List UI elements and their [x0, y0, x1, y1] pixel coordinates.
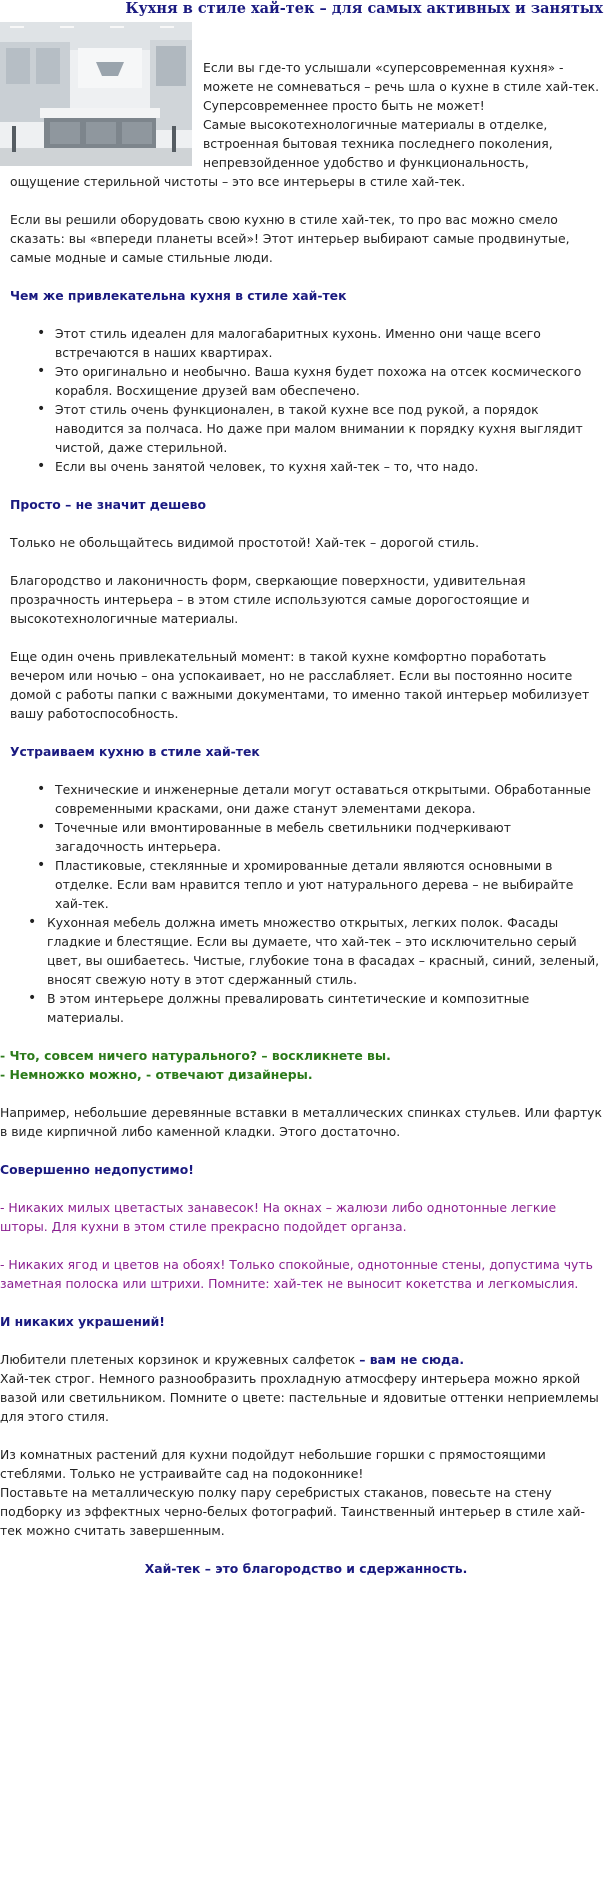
paragraph: Хай-тек строг. Немного разнообразить прохладную атмосферу интерьера можно яркой вазой или светильником. Помните о цвете: пастельные и ядовитые оттенки неприемлемы для этого стиля. [0, 1371, 599, 1424]
list-item: • Если вы очень занятой человек, то кухня хай-тек – то, что надо. [10, 457, 602, 476]
paragraph: Из комнатных растений для кухни подойдут небольшие горшки с прямостоящими стеблями. Только не устраивайте сад на подоконнике! [0, 1447, 546, 1481]
section-heading: Устраиваем кухню в стиле хай-тек [10, 744, 260, 759]
section-heading: Чем же привлекательна кухня в стиле хай-тек [10, 288, 347, 303]
intro-line: непревзойденное удобство и функциональность, [203, 155, 529, 170]
section-heading: Просто – не значит дешево [10, 497, 207, 512]
list-item: • Точечные или вмонтированные в мебель светильники подчеркивают загадочность интерьера. [10, 818, 602, 856]
article-title: Кухня в стиле хай-тек – для самых активных и занятых [125, 0, 603, 17]
bullet-list [10, 324, 602, 476]
intro-line: Самые высокотехнологичные материалы в отделке, [203, 117, 548, 132]
text-span: Любители плетеных корзинок и кружевных салфеток [0, 1352, 360, 1367]
bullet-list [10, 780, 602, 913]
paragraph [0, 1350, 602, 1369]
bullet-list [10, 913, 602, 1027]
list-item: • Это оригинально и необычно. Ваша кухня будет похожа на отсек космического корабля. Восхищение друзей вам обеспечено. [10, 362, 602, 400]
intro-block [10, 58, 600, 191]
paragraph: - Никаких ягод и цветов на обоях! Только спокойные, однотонные стены, допустима чуть заметная полоска или штрихи. Помните: хай-тек не выносит кокетства и легкомыслия. [0, 1257, 593, 1291]
list-item: • Пластиковые, стеклянные и хромированные детали являются основными в отделке. Если вам нравится тепло и уют натурального дерева – не выбирайте хай-тек. [10, 856, 602, 913]
article-body [0, 210, 602, 1578]
intro-line: Если вы где-то услышали «суперсовременная кухня» - [203, 60, 564, 75]
paragraph: Например, небольшие деревянные вставки в металлических спинках стульев. Или фартук в виде кирпичной либо каменной кладки. Этого достаточно. [0, 1105, 602, 1139]
closing-line: Хай-тек – это благородство и сдержанность. [144, 1561, 468, 1576]
dialogue-line: - Что, совсем ничего натурального? – воскликнете вы. [0, 1048, 391, 1063]
paragraph: Если вы решили оборудовать свою кухню в стиле хай-тек, то про вас можно смело сказать: вы «впереди планеты всей»! Этот интерьер выбирают самые продвинутые, самые модные и самые стильные люди. [10, 212, 570, 265]
paragraph: Еще один очень привлекательный момент: в такой кухне комфортно поработать вечером или ночью – она успокаивает, но не расслабляет. Если вы постоянно носите домой с работы папки с важными документами, то именно такой интерьер мобилизует вашу работоспособность. [10, 649, 590, 721]
paragraph: Поставьте на металлическую полку пару серебристых стаканов, повесьте на стену подборку из эффектных черно-белых фотографий. Таинственный интерьер в стиле хай-тек можно считать завершенным. [0, 1485, 585, 1538]
intro-line: можете не сомневаться – речь шла о кухне в стиле хай-тек. [203, 79, 600, 94]
section-heading: Совершенно недопустимо! [0, 1162, 194, 1177]
list-item: • В этом интерьере должны превалировать синтетические и композитные материалы. [10, 989, 602, 1027]
list-item: • Кухонная мебель должна иметь множество открытых, легких полок. Фасады гладкие и блестящие. Если вы думаете, что хай-тек – это исключительно серый цвет, вы ошибаетесь. Чистые, глубокие тона в фасадах – красный, синий, зеленый, вносят свежую ноту в этот сдержанный стиль. [10, 913, 602, 989]
section-heading: И никаких украшений! [0, 1314, 165, 1329]
list-item: • Технические и инженерные детали могут оставаться открытыми. Обработанные современными красками, они даже станут элементами декора. [10, 780, 602, 818]
emphasis-span: – вам не сюда. [359, 1352, 465, 1367]
list-item: • Этот стиль идеален для малогабаритных кухонь. Именно они чаще всего встречаются в наших квартирах. [10, 324, 602, 362]
list-item: • Этот стиль очень функционален, в такой кухне все под рукой, а порядок наводится за полчаса. Но даже при малом внимании к порядку кухня выглядит чистой, даже стерильной. [10, 400, 602, 457]
paragraph: - Никаких милых цветастых занавесок! На окнах – жалюзи либо однотонные легкие шторы. Для кухни в этом стиле прекрасно подойдет органза. [0, 1200, 557, 1234]
intro-line: ощущение стерильной чистоты – это все интерьеры в стиле хай-тек. [10, 174, 466, 189]
intro-line: Суперсовременнее просто быть не может! [203, 98, 485, 113]
dialogue-line: - Немножко можно, - отвечают дизайнеры. [0, 1067, 313, 1082]
paragraph: Только не обольщайтесь видимой простотой! Хай-тек – дорогой стиль. [10, 535, 480, 550]
paragraph: Благородство и лаконичность форм, сверкающие поверхности, удивительная прозрачность интерьера – в этом стиле используются самые дорогостоящие и высокотехнологичные материалы. [10, 573, 530, 626]
intro-line: встроенная бытовая техника последнего поколения, [203, 136, 553, 151]
